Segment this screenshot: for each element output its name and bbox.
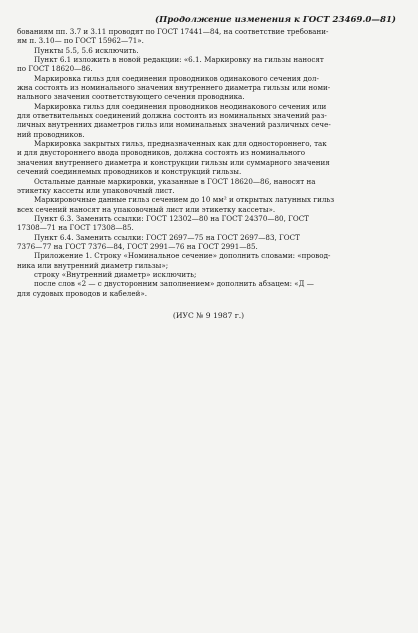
paragraph	[17, 270, 400, 279]
text-line: жна состоять из номинального значения внутреннего диаметра гильзы или номи-	[17, 83, 331, 93]
text-line: Маркировочные данные гильз сечением до 10 мм² и открытых латунных гильз	[34, 195, 335, 205]
text-line: бованиям пп. 3.7 и 3.11 проводят по ГОСТ 17441—84, на соответствие требовани-	[17, 27, 329, 36]
paragraph	[17, 46, 400, 55]
paragraph	[17, 177, 400, 196]
text-line: Маркировка закрытых гильз, предназначенных как для одностороннего, так	[34, 139, 327, 149]
paragraph	[17, 279, 400, 298]
running-header: (Продолжение изменения к ГОСТ 23469.0—81)	[155, 15, 396, 25]
text-line: Пункты 5.5, 5.6 исключить.	[34, 45, 139, 55]
text-line: сечений соединяемых проводников и конструкций гильзы.	[17, 167, 242, 177]
text-line: после слов «2 — с двусторонним заполнением» дополнить абзацем: «Д —	[34, 279, 314, 289]
text-line: для ответвительных соединений должна состоять из номинальных значений раз-	[17, 111, 327, 121]
text-line: Маркировка гильз для соединения проводников неодинакового сечения или	[34, 101, 327, 111]
text-line: Пункт 6.3. Заменить ссылки: ГОСТ 12302—80 на ГОСТ 24370—80, ГОСТ	[34, 213, 309, 223]
text-line: 17308—71 на ГОСТ 17308—85.	[17, 223, 134, 233]
text-line: Остальные данные маркировки, указанные в ГОСТ 18620—86, наносят на	[34, 176, 316, 186]
text-line: этикетку кассеты или упаковочный лист.	[17, 185, 175, 195]
text-line: 7376—77 на ГОСТ 7376—84, ГОСТ 2991—76 на ГОСТ 2991—85.	[17, 241, 258, 251]
text-line: личных внутренних диаметров гильз или номинальных значений различных сече-	[17, 120, 331, 130]
paragraph	[17, 251, 400, 270]
paragraph	[17, 27, 400, 46]
paragraph	[17, 214, 400, 233]
paragraph	[17, 195, 400, 214]
paragraph	[17, 233, 400, 252]
text-line: и для двустороннего ввода проводников, должна состоять из номинального	[17, 148, 306, 158]
text-line: строку «Внутренний диаметр» исключить;	[34, 269, 197, 279]
paragraph	[17, 139, 400, 176]
text-line: по ГОСТ 18620—86.	[17, 64, 93, 74]
text-line: ний проводников.	[17, 129, 85, 139]
paragraph	[17, 55, 400, 74]
text-line: Пункт 6.1 изложить в новой редакции: «6.1. Маркировку на гильзы наносят	[34, 55, 324, 65]
publication-stamp: (ИУС № 9 1987 г.)	[172, 310, 245, 320]
text-line: Приложение 1. Строку «Номинальное сечение» дополнить словами: «провод-	[34, 251, 331, 261]
text-line: нального значения соответствующего сечения проводника.	[17, 92, 245, 102]
text-line: Маркировка гильз для соединения проводников одинакового сечения дол-	[34, 73, 319, 83]
paragraph	[17, 102, 400, 139]
paragraph	[17, 74, 400, 102]
text-line: для судовых проводов и кабелей».	[17, 288, 147, 298]
document-body	[17, 27, 400, 298]
text-line: значения внутреннего диаметра и конструкции гильзы или суммарного значения	[17, 157, 330, 167]
text-line: ям п. 3.10— по ГОСТ 15962—71».	[17, 36, 144, 46]
text-line: всех сечений наносят на упаковочный лист или этикетку кассеты».	[17, 204, 276, 214]
text-line: ника или внутренний диаметр гильзы»;	[17, 260, 169, 270]
text-line: Пункт 6.4. Заменить ссылки: ГОСТ 2697—75 на ГОСТ 2697—83, ГОСТ	[34, 232, 300, 242]
